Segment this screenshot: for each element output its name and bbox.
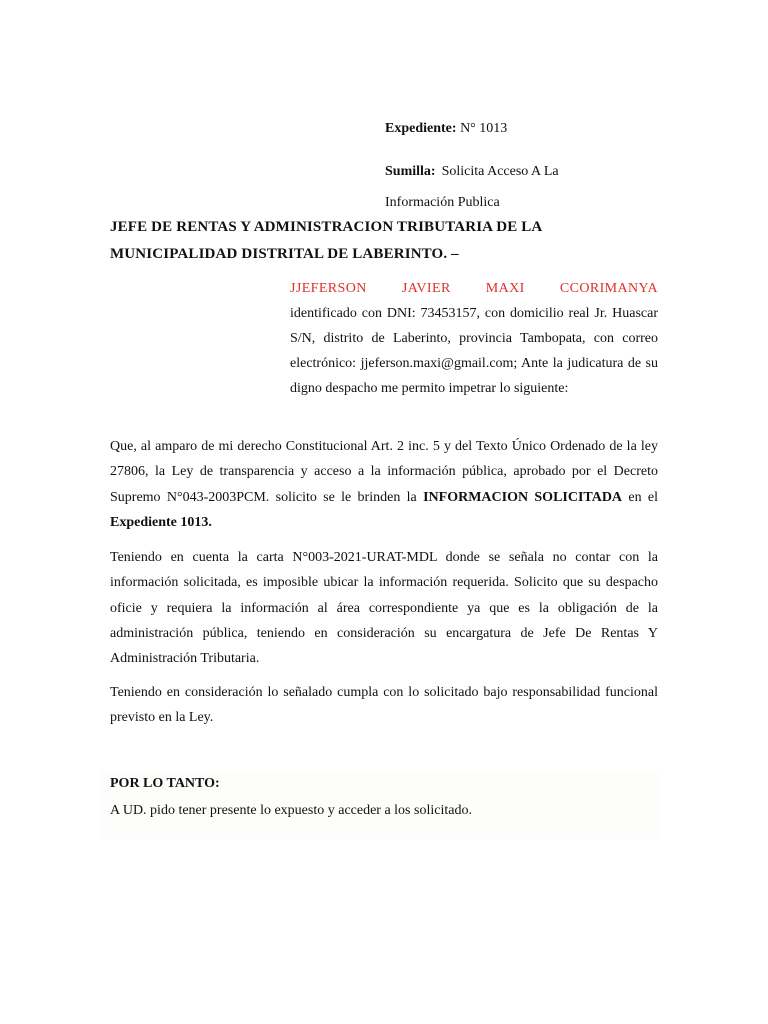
context-paragraph: Teniendo en cuenta la carta N°003-2021-URAT-MDL donde se señala no contar con la información solicitada, es imposible ubicar la información requerida. Solicito que su despacho oficie y requiera la información al área correspondiente ya que es la obligación de la administración pública, teniendo en consideración su encargatura de Jefe De Rentas Y Administración Tributaria. xyxy=(110,550,658,667)
legal-basis-paragraph xyxy=(110,434,658,535)
petitioner-name: JJEFERSON JAVIER MAXI CCORIMANYA xyxy=(290,281,658,296)
conclusion-text: A UD. pido tener presente lo expuesto y acceder a los solicitado. xyxy=(110,803,472,818)
responsibility-paragraph: Teniendo en consideración lo señalado cumpla con lo solicitado bajo responsabilidad funcional previsto en la Ley. xyxy=(110,685,658,726)
summary-value: Solicita Acceso A La Información Publica xyxy=(385,164,559,210)
summary xyxy=(385,156,625,218)
summary-label: Sumilla: xyxy=(385,164,436,179)
addressee-heading: JEFE DE RENTAS Y ADMINISTRACION TRIBUTARIA DE LA MUNICIPALIDAD DISTRITAL DE LABERINTO. – xyxy=(110,219,542,262)
petitioner-details: identificado con DNI: 73453157, con domicilio real Jr. Huascar S/N, distrito de Laberinto, provincia Tambopata, con correo electrónico: jjeferson.maxi@gmail.com; Ante la judicatura de su digno despacho me permito impetrar lo siguiente: xyxy=(290,306,658,396)
legal-basis-text: Que, al amparo de mi derecho Constitucional Art. 2 inc. 5 y del Texto Único Ordenado de la ley 27806, la Ley de transparencia y acceso a la información pública, aprobado por el Decreto Supremo N°043-2003PCM. solicito se le brinden la xyxy=(110,439,658,505)
conclusion-title: POR LO TANTO: xyxy=(110,776,220,791)
case-reference-emphasis: Expediente 1013. xyxy=(110,514,212,530)
case-number-value: N° 1013 xyxy=(460,121,508,136)
case-number-label: Expediente: xyxy=(385,121,457,136)
case-number xyxy=(385,121,507,137)
petitioner-block xyxy=(290,276,658,401)
legal-basis-connector: en el xyxy=(628,489,659,505)
requested-info-emphasis: INFORMACION SOLICITADA xyxy=(423,489,623,505)
